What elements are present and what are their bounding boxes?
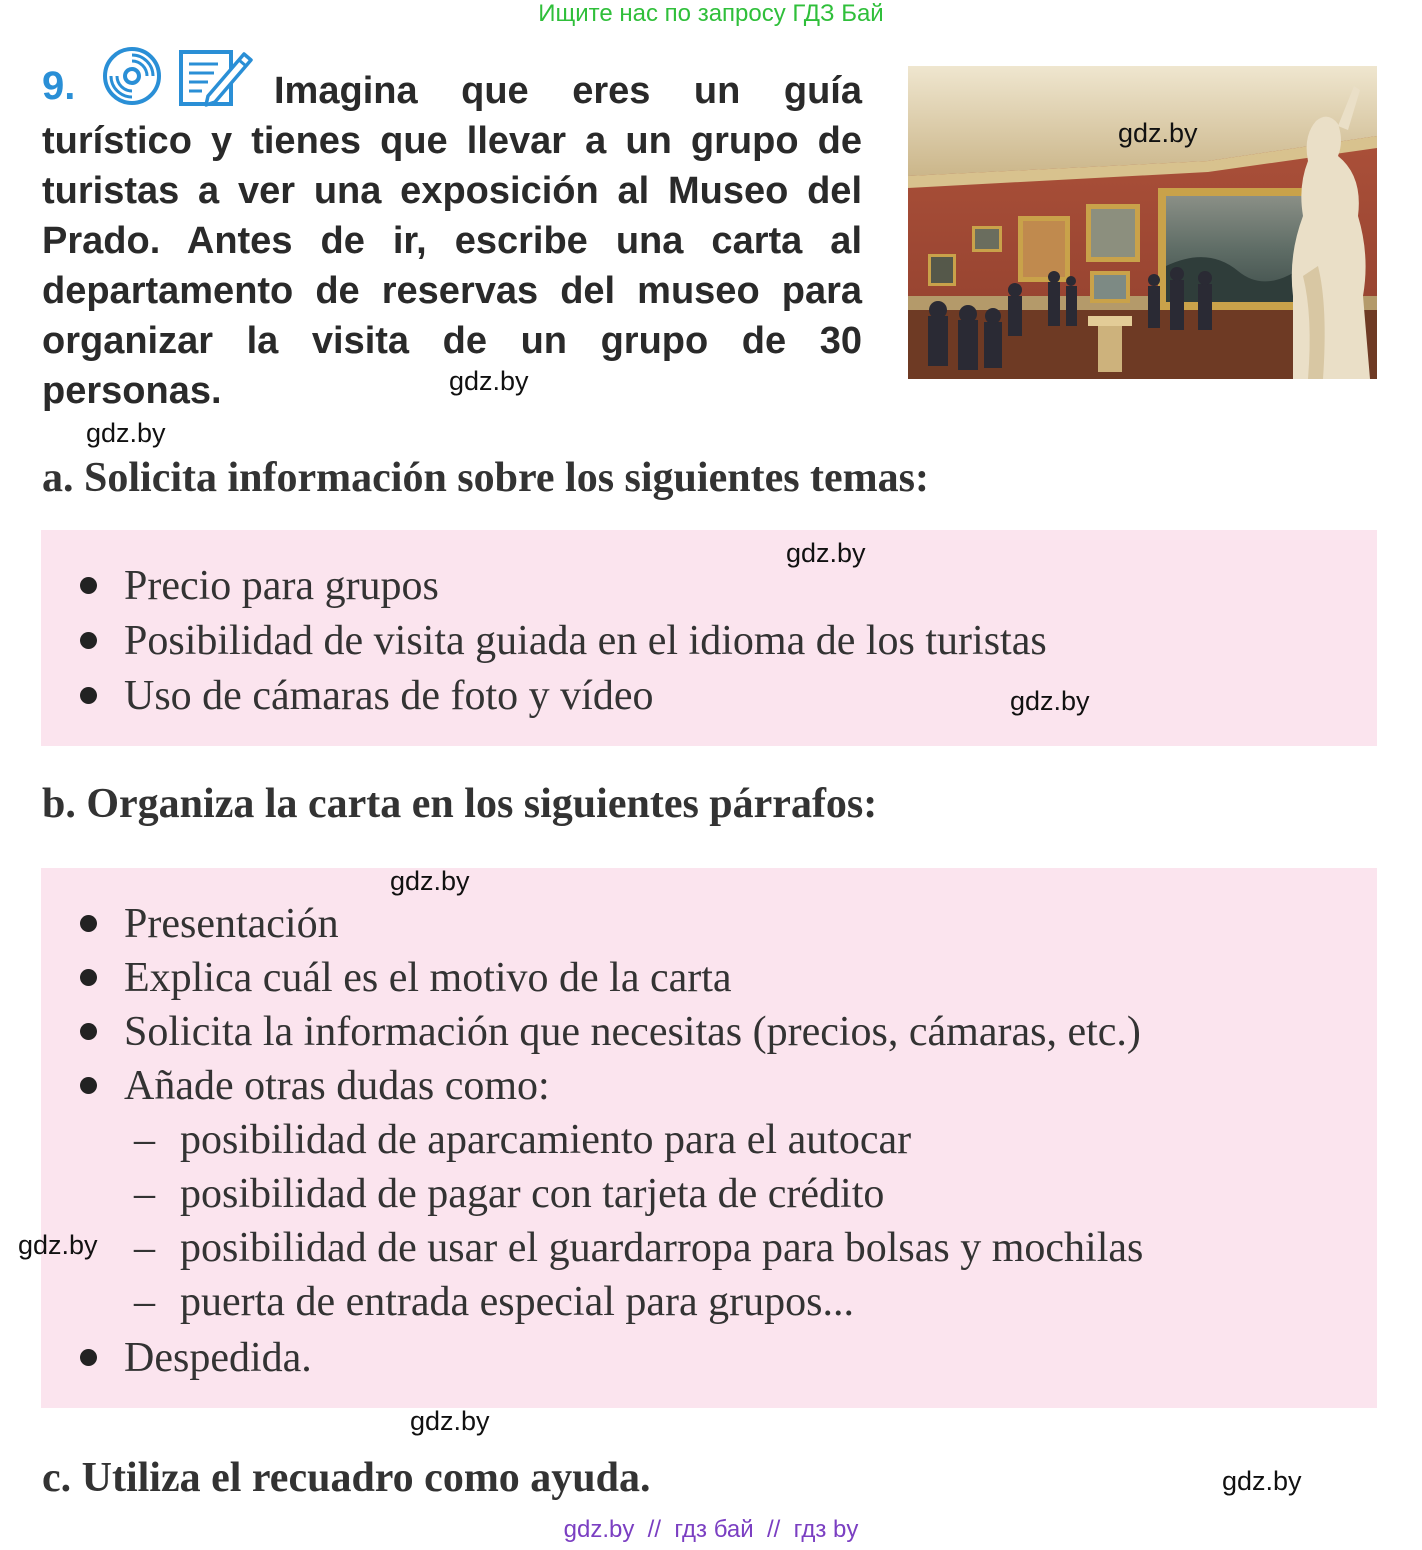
writing-notepad-icon (178, 46, 254, 108)
list-item: Explica cuál es el motivo de la carta (80, 954, 732, 1002)
dash-marker: – (134, 1279, 155, 1325)
bullet-icon (80, 687, 97, 704)
footer-links[interactable]: gdz.by // гдз бай // гдз by (563, 1516, 859, 1543)
bullet-icon (80, 632, 97, 649)
dash-marker: – (134, 1117, 155, 1163)
watermark: gdz.by (1222, 1466, 1302, 1496)
list-item: Uso de cámaras de foto y vídeo (80, 672, 654, 720)
watermark: gdz.by (86, 418, 166, 448)
bullet-icon (80, 577, 97, 594)
audio-disc-icon (102, 46, 162, 106)
bullet-icon (80, 1023, 97, 1040)
sub-list-item: – posibilidad de aparcamiento para el autocar (134, 1117, 912, 1163)
list-item: Precio para grupos (80, 562, 439, 610)
museum-gallery-photo (908, 66, 1377, 379)
bullet-icon (80, 969, 97, 986)
sub-list-item: – posibilidad de usar el guardarropa para bolsas y mochilas (134, 1225, 1144, 1271)
watermark: gdz.by (18, 1230, 98, 1260)
exercise-number: 9. (42, 64, 76, 108)
exercise-intro-text: Imagina que eres un guía turístico y tienes que llevar a un grupo de turistas a ver una exposición al Museo del Prado. Antes de ir, escribe una carta al departamento de reservas del museo para organizar la visita de un grupo de 30 personas. (42, 70, 862, 412)
bullet-icon (80, 1077, 97, 1094)
bullet-icon (80, 915, 97, 932)
sub-list-item: – puerta de entrada especial para grupos... (134, 1279, 855, 1325)
section-b-title: b. Organiza la carta en los siguientes párrafos: (42, 781, 878, 827)
bullet-icon (80, 1349, 97, 1366)
watermark: gdz.by (390, 866, 470, 896)
list-item: Solicita la información que necesitas (precios, cámaras, etc.) (80, 1008, 1141, 1056)
watermark: gdz.by (1118, 118, 1198, 148)
top-banner[interactable]: Ищите нас по запросу ГДЗ Бай (538, 0, 884, 27)
watermark: gdz.by (786, 538, 866, 568)
dash-marker: – (134, 1225, 155, 1271)
watermark: gdz.by (449, 366, 529, 396)
dash-marker: – (134, 1171, 155, 1217)
list-item: Añade otras dudas como: (80, 1062, 550, 1110)
list-item: Posibilidad de visita guiada en el idioma de los turistas (80, 617, 1047, 665)
list-item: Despedida. (80, 1334, 312, 1382)
section-a-title: a. Solicita información sobre los siguientes temas: (42, 455, 930, 501)
watermark: gdz.by (410, 1406, 490, 1436)
list-item: Presentación (80, 900, 339, 948)
sub-list-item: – posibilidad de pagar con tarjeta de crédito (134, 1171, 885, 1217)
section-c-title: c. Utiliza el recuadro como ayuda. (42, 1455, 651, 1501)
watermark: gdz.by (1010, 686, 1090, 716)
